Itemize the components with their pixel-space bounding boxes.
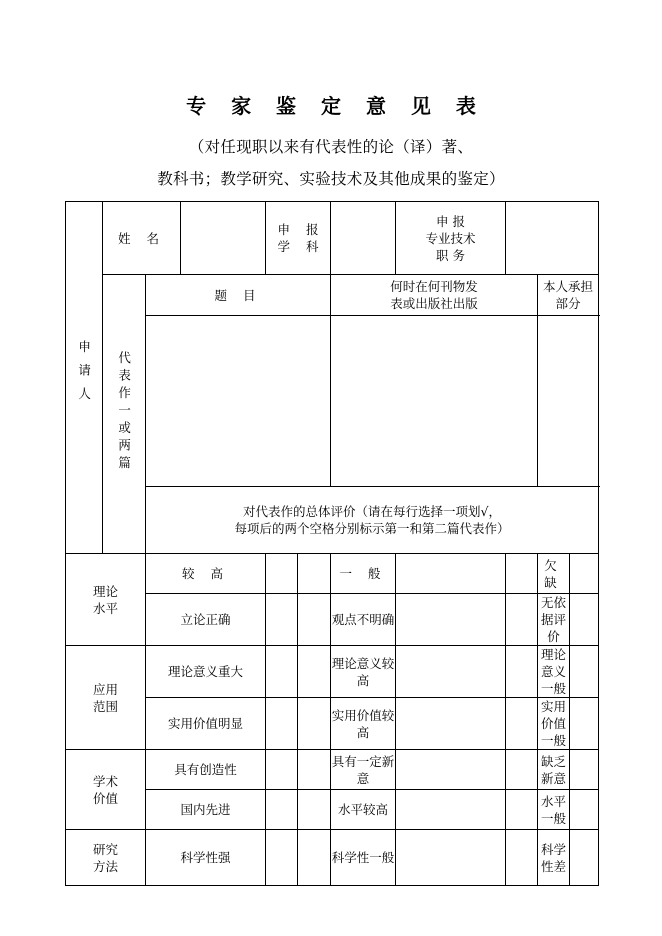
criteria-option[interactable] <box>538 594 570 646</box>
criteria-mark-cell[interactable] <box>570 698 599 750</box>
works-side-label: 代表作一或两篇 <box>116 350 132 474</box>
criteria-option[interactable] <box>331 594 396 646</box>
professional-title-value-cell[interactable] <box>506 202 599 275</box>
criteria-mark-cell[interactable] <box>396 594 506 646</box>
page-subtitle <box>0 131 662 195</box>
works-column-title-label: 题 目 <box>214 287 262 303</box>
criteria-row <box>66 698 599 750</box>
criteria-mark-cell[interactable] <box>506 750 538 790</box>
discipline-value-cell[interactable] <box>331 202 396 275</box>
criteria-option[interactable] <box>146 790 266 830</box>
expert-evaluation-form-table <box>65 201 599 886</box>
works-entry-row <box>66 316 599 487</box>
criteria-option-label: 具有一定新意 <box>331 753 395 786</box>
criteria-option-label: 实用价值明显 <box>168 716 244 731</box>
criteria-mark-cell[interactable] <box>506 594 538 646</box>
criteria-option-label: 立论正确 <box>180 612 231 627</box>
evaluation-instruction-line-1: 对代表作的总体评价（请在每行选择一项划√， <box>243 504 501 519</box>
criteria-option-label: 实用价值较高 <box>331 707 395 740</box>
criteria-option[interactable] <box>146 830 266 886</box>
criteria-row <box>66 554 599 594</box>
criteria-row <box>66 594 599 646</box>
works-column-publication-line-1: 何时在何刊物发 <box>390 279 478 294</box>
criteria-option[interactable] <box>331 830 396 886</box>
title-block <box>0 92 662 195</box>
criteria-group-label-line-2: 范围 <box>92 698 118 714</box>
criteria-group-label-line-1: 研究 <box>92 841 118 857</box>
criteria-group-label-application <box>66 646 146 750</box>
criteria-group-label-line-1: 应用 <box>92 681 118 697</box>
criteria-option[interactable] <box>331 698 396 750</box>
professional-title-label-line-3: 职 务 <box>436 247 466 263</box>
criteria-group-label-line-1: 理论 <box>92 583 118 599</box>
criteria-mark-cell[interactable] <box>396 698 506 750</box>
criteria-option-label: 一 般 <box>339 566 387 581</box>
name-label: 姓 名 <box>118 230 165 246</box>
criteria-option[interactable] <box>331 646 396 698</box>
criteria-mark-cell[interactable] <box>266 594 298 646</box>
criteria-mark-cell[interactable] <box>266 646 298 698</box>
criteria-option[interactable] <box>538 646 570 698</box>
criteria-option[interactable] <box>538 790 570 830</box>
criteria-mark-cell[interactable] <box>506 646 538 698</box>
criteria-mark-cell[interactable] <box>298 554 331 594</box>
discipline-label-line-2: 学 科 <box>277 239 325 254</box>
subtitle-line-2: 教科书；教学研究、实验技术及其他成果的鉴定） <box>157 170 505 188</box>
criteria-mark-cell[interactable] <box>396 554 506 594</box>
criteria-mark-cell[interactable] <box>570 646 599 698</box>
page-title: 专 家 鉴 定 意 见 表 <box>186 94 485 118</box>
criteria-mark-cell[interactable] <box>570 830 599 886</box>
works-entry-contribution-cell[interactable] <box>538 316 599 487</box>
evaluation-instruction-line-2: 每项后的两个空格分别标示第一和第二篇代表作） <box>234 521 510 536</box>
criteria-mark-cell[interactable] <box>298 698 331 750</box>
criteria-mark-cell[interactable] <box>506 830 538 886</box>
works-column-contribution-label: 本人承担部分 <box>543 279 594 311</box>
criteria-row <box>66 830 599 886</box>
criteria-option[interactable] <box>146 750 266 790</box>
criteria-option-label: 具有创造性 <box>174 762 237 777</box>
criteria-mark-cell[interactable] <box>298 830 331 886</box>
criteria-group-label-line-2: 价值 <box>92 790 118 806</box>
criteria-mark-cell[interactable] <box>298 594 331 646</box>
criteria-group-label-method <box>66 830 146 886</box>
works-entry-publication-cell[interactable] <box>331 316 538 487</box>
criteria-option[interactable] <box>538 750 570 790</box>
criteria-mark-cell[interactable] <box>396 646 506 698</box>
evaluation-instruction-cell <box>146 487 599 554</box>
name-label-cell <box>103 202 181 275</box>
criteria-mark-cell[interactable] <box>298 646 331 698</box>
criteria-row <box>66 750 599 790</box>
criteria-option[interactable] <box>146 594 266 646</box>
criteria-option-label: 观点不明确 <box>331 612 395 627</box>
criteria-group-label-academic <box>66 750 146 830</box>
criteria-option-label: 科学性差 <box>541 841 567 874</box>
criteria-option-label: 科学性一般 <box>331 850 395 865</box>
criteria-mark-cell[interactable] <box>266 750 298 790</box>
criteria-option-label: 理论意义重大 <box>168 664 244 679</box>
criteria-option-label: 国内先进 <box>180 802 231 817</box>
criteria-mark-cell[interactable] <box>396 750 506 790</box>
criteria-option-label: 水平较高 <box>338 802 389 817</box>
criteria-option[interactable] <box>331 750 396 790</box>
applicant-identity-row <box>66 202 599 275</box>
criteria-option[interactable] <box>146 554 266 594</box>
criteria-option[interactable] <box>146 646 266 698</box>
criteria-mark-cell[interactable] <box>570 790 599 830</box>
criteria-mark-cell[interactable] <box>266 554 298 594</box>
applicant-side-label: 申请人 <box>76 340 92 411</box>
criteria-option-label: 科学性强 <box>180 850 231 865</box>
professional-title-label-cell <box>396 202 506 275</box>
criteria-option-label: 水平一般 <box>541 793 567 826</box>
criteria-mark-cell[interactable] <box>570 554 599 594</box>
criteria-group-label-line-1: 学术 <box>92 773 118 789</box>
criteria-option-label: 缺乏新意 <box>541 753 567 786</box>
criteria-row <box>66 646 599 698</box>
criteria-option-label: 理论意义较高 <box>331 655 395 688</box>
works-side-label-cell <box>103 275 146 554</box>
criteria-option[interactable] <box>331 790 396 830</box>
criteria-mark-cell[interactable] <box>506 790 538 830</box>
evaluation-instruction-row <box>66 487 599 554</box>
criteria-option[interactable] <box>538 830 570 886</box>
criteria-mark-cell[interactable] <box>506 554 538 594</box>
works-column-publication-line-2: 表或出版社出版 <box>390 296 478 311</box>
criteria-option-label: 无依据评价 <box>541 595 567 644</box>
criteria-mark-cell[interactable] <box>570 750 599 790</box>
works-column-title-header <box>146 275 331 316</box>
criteria-option-label: 较 高 <box>182 566 229 581</box>
criteria-mark-cell[interactable] <box>298 750 331 790</box>
criteria-mark-cell[interactable] <box>570 594 599 646</box>
works-header-row <box>66 275 599 316</box>
works-column-contribution-header <box>538 275 599 316</box>
criteria-option-label: 欠 缺 <box>544 557 563 590</box>
criteria-option[interactable] <box>538 698 570 750</box>
criteria-mark-cell[interactable] <box>396 790 506 830</box>
professional-title-label-line-2: 专业技术 <box>425 230 476 246</box>
criteria-mark-cell[interactable] <box>266 698 298 750</box>
criteria-mark-cell[interactable] <box>298 790 331 830</box>
criteria-option-label: 理论意义一般 <box>541 647 567 696</box>
discipline-label-cell <box>266 202 331 275</box>
applicant-side-label-cell <box>66 202 103 554</box>
works-entry-title-cell[interactable] <box>146 316 331 487</box>
criteria-mark-cell[interactable] <box>266 790 298 830</box>
criteria-mark-cell[interactable] <box>266 830 298 886</box>
subtitle-line-1: （对任现职以来有代表性的论（译）著、 <box>188 138 474 156</box>
criteria-group-label-line-2: 水平 <box>92 600 118 616</box>
works-column-publication-header <box>331 275 538 316</box>
criteria-option[interactable] <box>331 554 396 594</box>
criteria-option[interactable] <box>538 554 570 594</box>
criteria-row <box>66 790 599 830</box>
professional-title-label-line-1: 申 报 <box>436 213 466 229</box>
criteria-mark-cell[interactable] <box>506 698 538 750</box>
name-value-cell[interactable] <box>181 202 266 275</box>
criteria-option[interactable] <box>146 698 266 750</box>
discipline-label-line-1: 申 报 <box>277 222 325 237</box>
criteria-option-label: 实用价值一般 <box>541 699 567 748</box>
criteria-group-label-line-2: 方法 <box>92 858 118 874</box>
criteria-group-label-theory <box>66 554 146 646</box>
criteria-mark-cell[interactable] <box>396 830 506 886</box>
